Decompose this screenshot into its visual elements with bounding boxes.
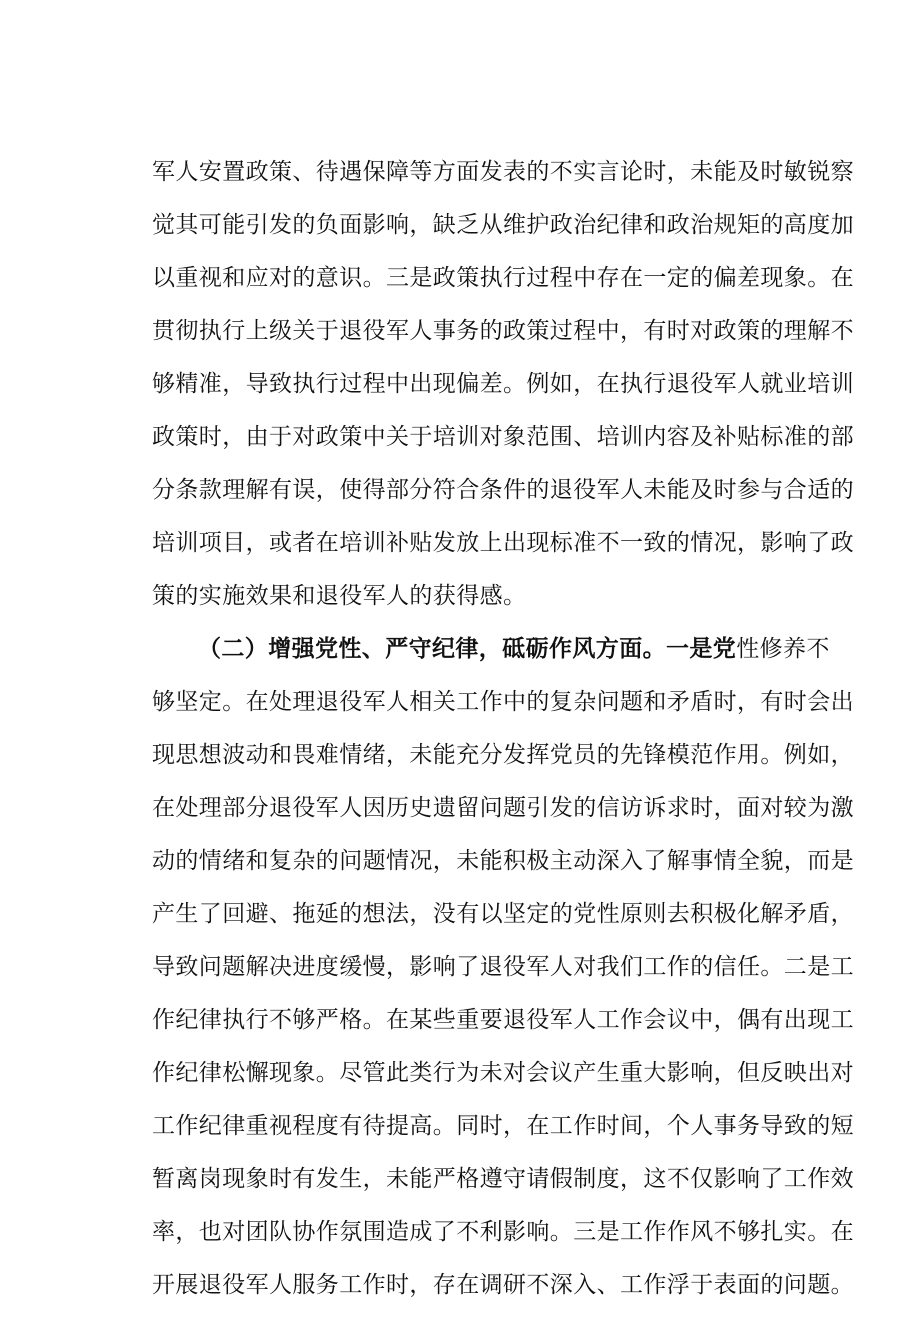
text-line: 军人安置政策、待遇保障等方面发表的不实言论时，未能及时敏锐察 <box>152 159 854 185</box>
text-line: 够坚定。在处理退役军人相关工作中的复杂问题和矛盾时，有时会出 <box>152 689 854 715</box>
text-line: 导致问题解决进度缓慢，影响了退役军人对我们工作的信任。二是工 <box>152 954 854 980</box>
paragraph-1 <box>152 152 854 629</box>
text-line: 觉其可能引发的负面影响，缺乏从维护政治纪律和政治规矩的高度加 <box>152 212 854 238</box>
text-line: 策的实施效果和退役军人的获得感。 <box>152 583 527 609</box>
text-line: 作纪律执行不够严格。在某些重要退役军人工作会议中，偶有出现工 <box>152 1007 854 1033</box>
text-line: 培训项目，或者在培训补贴发放上出现标准不一致的情况，影响了政 <box>152 530 854 556</box>
body-text <box>152 152 854 1318</box>
section-heading: （二）增强党性、严守纪律，砥砺作风方面。 <box>198 635 666 662</box>
text-line: 现思想波动和畏难情绪，未能充分发挥党员的先锋模范作用。例如， <box>152 742 854 768</box>
text-line: 暂离岗现象时有发生，未能严格遵守请假制度，这不仅影响了工作效 <box>152 1166 854 1192</box>
text-line: 作纪律松懈现象。尽管此类行为未对会议产生重大影响，但反映出对 <box>152 1060 854 1086</box>
section-heading-line <box>152 629 830 682</box>
text-line: 够精准，导致执行过程中出现偏差。例如，在执行退役军人就业培训 <box>152 371 854 397</box>
paragraph-2 <box>152 629 854 1318</box>
text-line: 贯彻执行上级关于退役军人事务的政策过程中，有时对政策的理解不 <box>152 318 854 344</box>
text-line: 以重视和应对的意识。三是政策执行过程中存在一定的偏差现象。在 <box>152 265 854 291</box>
text-line: 动的情绪和复杂的问题情况，未能积极主动深入了解事情全貌，而是 <box>152 848 854 874</box>
text-line: 开展退役军人服务工作时，存在调研不深入、工作浮于表面的问题。 <box>152 1272 854 1298</box>
text-line: 率，也对团队协作氛围造成了不利影响。三是工作作风不够扎实。在 <box>152 1219 854 1245</box>
text-line: 产生了回避、拖延的想法，没有以坚定的党性原则去积极化解矛盾， <box>152 901 854 927</box>
point-lead: 一是党 <box>666 635 737 662</box>
text-line: 在处理部分退役军人因历史遗留问题引发的信访诉求时，面对较为激 <box>152 795 854 821</box>
text-line: 工作纪律重视程度有待提高。同时，在工作时间，个人事务导致的短 <box>152 1113 854 1139</box>
text-line: 分条款理解有误，使得部分符合条件的退役军人未能及时参与合适的 <box>152 477 854 503</box>
text-fragment: 性修养不 <box>736 636 830 662</box>
text-line: 政策时，由于对政策中关于培训对象范围、培训内容及补贴标准的部 <box>152 424 854 450</box>
